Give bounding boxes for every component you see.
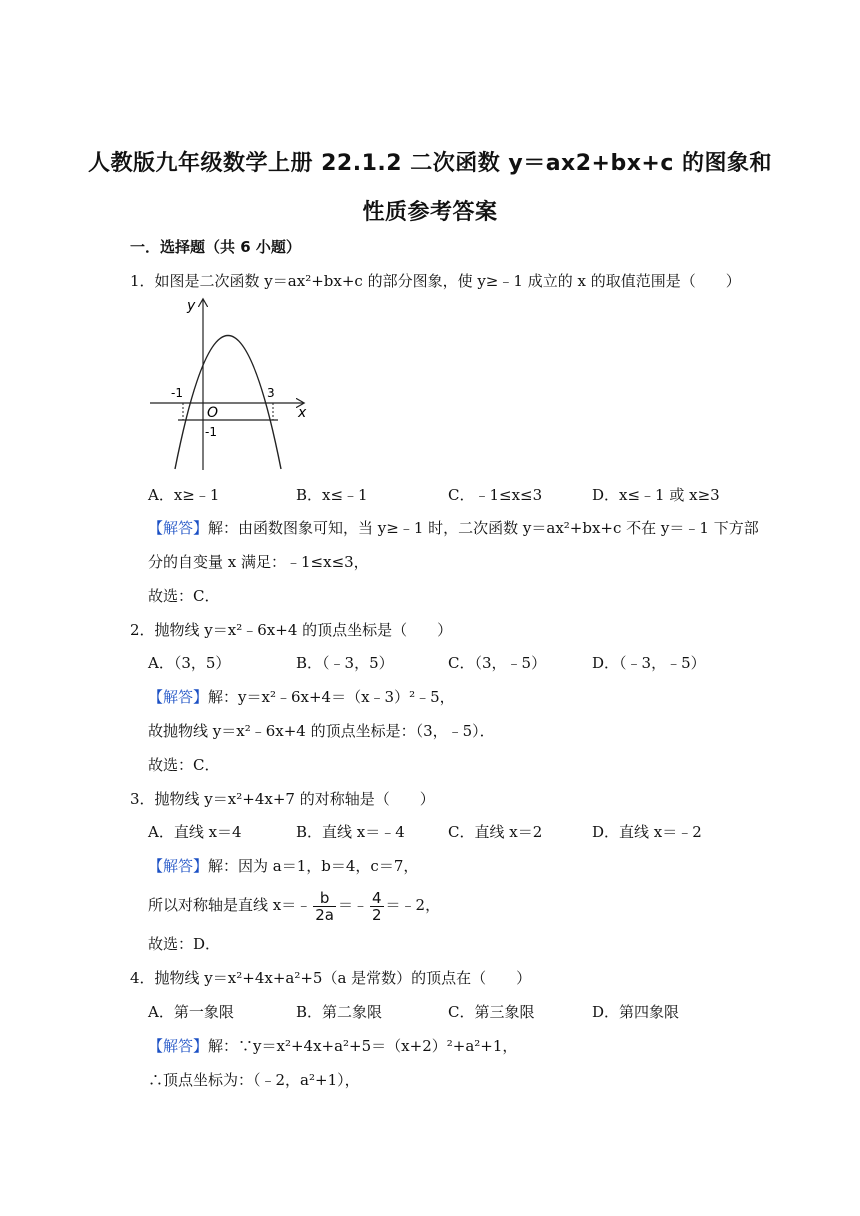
doc-title-line1: 人教版九年级数学上册 22.1.2 二次函数 y＝ax2+bx+c 的图象和	[87, 151, 773, 176]
y-axis-label: y	[187, 298, 196, 314]
parabola-curve	[175, 336, 281, 470]
q2-option-b: B．（﹣3，5）	[296, 654, 394, 672]
fraction-numerator: 4	[372, 888, 382, 907]
q2-option-c: C．（3，﹣5）	[448, 654, 547, 672]
q1-answer-line1	[148, 518, 759, 538]
q2-answer-tag: 【解答】	[148, 688, 209, 706]
q3-stem: 3．抛物线 y＝x²+4x+7 的对称轴是（ ）	[130, 790, 435, 808]
q1-stem: 1．如图是二次函数 y＝ax²+bx+c 的部分图象，使 y≥﹣1 成立的 x 的取值范围是（ ）	[130, 272, 741, 290]
q3-option-a: A．直线 x＝4	[148, 823, 242, 841]
q4-option-a: A．第一象限	[148, 1003, 234, 1021]
q1-answer-tag: 【解答】	[148, 519, 209, 537]
q4-stem: 4．抛物线 y＝x²+4x+a²+5（a 是常数）的顶点在（ ）	[130, 969, 532, 987]
q2-answer-line2: 故抛物线 y＝x²﹣6x+4 的顶点坐标是：（3，﹣5）．	[148, 722, 495, 740]
label-x-neg1: -1	[171, 386, 183, 400]
q4-answer-line2: ∴顶点坐标为：（﹣2，a²+1），	[148, 1071, 360, 1089]
q3-answer-text1: 解：因为 a＝1，b＝4，c＝7，	[208, 857, 419, 875]
fraction-denominator: 2	[372, 905, 382, 924]
q3-answer-suffix: ＝﹣2，	[385, 896, 441, 914]
q3-answer-mid: ＝﹣	[337, 896, 368, 914]
q2-answer-line3: 故选：C．	[148, 756, 220, 774]
q3-option-c: C．直线 x＝2	[448, 823, 543, 841]
q1-parabola-graph	[145, 294, 315, 472]
q2-answer-line1	[148, 687, 455, 707]
q4-option-b: B．第二象限	[296, 1003, 383, 1021]
fraction-b-over-2a	[313, 890, 336, 923]
q1-option-a: A．x≥﹣1	[148, 486, 220, 504]
doc-title-line2: 性质参考答案	[362, 200, 498, 225]
x-axis-label: x	[298, 405, 307, 421]
q2-option-a: A．（3，5）	[148, 654, 231, 672]
label-x-3: 3	[267, 386, 275, 400]
q4-answer-text1: 解：∵y＝x²+4x+a²+5＝（x+2）²+a²+1，	[208, 1037, 518, 1055]
q3-answer-line2	[148, 885, 440, 925]
q2-option-d: D．（﹣3，﹣5）	[592, 654, 706, 672]
q3-answer-tag: 【解答】	[148, 857, 209, 875]
q1-answer-line3: 故选：C．	[148, 587, 220, 605]
q2-answer-text1: 解：y＝x²﹣6x+4＝（x﹣3）²﹣5，	[208, 688, 455, 706]
q1-answer-line2: 分的自变量 x 满足：﹣1≤x≤3，	[148, 553, 369, 571]
q4-option-c: C．第三象限	[448, 1003, 535, 1021]
fraction-denominator: 2a	[315, 905, 334, 924]
q3-answer-prefix: 所以对称轴是直线 x＝﹣	[148, 896, 312, 914]
q3-answer-line1	[148, 856, 418, 876]
q1-option-b: B．x≤﹣1	[296, 486, 368, 504]
q4-answer-tag: 【解答】	[148, 1037, 209, 1055]
q3-answer-line3: 故选：D．	[148, 935, 221, 953]
origin-label: O	[207, 405, 219, 421]
q1-option-d: D．x≤﹣1 或 x≥3	[592, 486, 720, 504]
q4-answer-line1	[148, 1036, 517, 1056]
q4-option-d: D．第四象限	[592, 1003, 680, 1021]
q3-option-d: D．直线 x＝﹣2	[592, 823, 702, 841]
q1-answer-text1: 解：由函数图象可知，当 y≥﹣1 时，二次函数 y＝ax²+bx+c 不在 y＝﹣1 下方部	[208, 519, 759, 537]
section-heading: 一．选择题（共 6 小题）	[130, 238, 301, 256]
q3-option-b: B．直线 x＝﹣4	[296, 823, 405, 841]
fraction-4-over-2	[370, 890, 384, 923]
fraction-numerator: b	[313, 890, 336, 907]
q2-stem: 2．抛物线 y＝x²﹣6x+4 的顶点坐标是（ ）	[130, 621, 453, 639]
label-y-neg1: -1	[205, 425, 217, 439]
q1-option-c: C．﹣1≤x≤3	[448, 486, 543, 504]
